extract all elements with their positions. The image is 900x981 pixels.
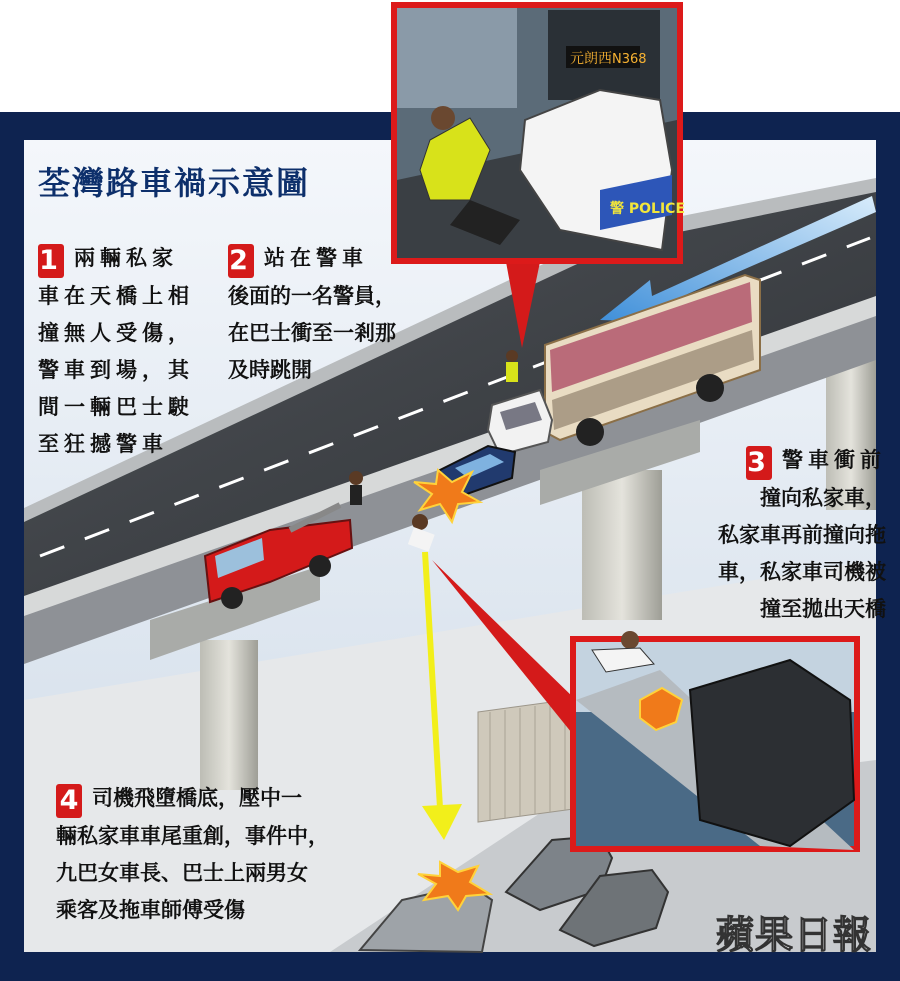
step-4 [56,780,396,929]
step-1-line-4: 警車到場，其 [38,358,194,382]
step-2-line-4: 及時跳開 [228,358,312,382]
step-3-number: 3 [747,447,771,478]
step-3-line-5: 撞至拋出天橋 [760,597,886,621]
infographic-title: 荃灣路車禍示意圖 [38,164,311,202]
step-1-line-5: 間一輛巴士駛 [38,395,194,419]
step-4-line-1: 4 司機飛墮橋底，壓中一 [56,780,396,818]
inset-driver-ejected [570,631,860,852]
step-2-line-1: 2 站在警車 [229,245,368,276]
step-1-line-3: 撞無人受傷， [38,321,194,345]
step-4-line-2: 輛私家車車尾重創，事件中， [56,824,329,848]
step-4-line-4: 乘客及拖車師傅受傷 [56,898,245,922]
step-3-line-4: 車，私家車司機被 [718,560,886,584]
step-1 [38,240,208,463]
newspaper-logo: 蘋果日報 [715,913,872,957]
tow-driver-figure [349,471,363,485]
step-1-line-6: 至狂撼警車 [38,432,168,456]
step-3-line-2: 撞向私家車， [760,486,886,510]
pillar-left [200,640,258,790]
step-3-line-3: 私家車再前撞向拖 [718,523,886,547]
police-officer-figure [506,350,518,362]
step-2-number: 2 [229,245,253,276]
pillar-middle [582,470,662,620]
step-1-line-2: 車在天橋上相 [38,284,194,308]
step-3 [666,442,886,628]
step-1-number: 1 [39,245,63,276]
step-3-line-1: 3 警車衝前 [747,447,886,478]
step-1-line-1: 1 兩輛私家 [39,245,178,276]
step-4-line-3: 九巴女車長、巴士上兩男女 [56,861,308,885]
step-4-number: 4 [56,784,82,818]
bus-route-sign: N368 [612,52,647,67]
step-2 [228,240,448,389]
step-2-line-2: 後面的一名警員， [228,284,396,308]
inset-officer-jumping [391,2,685,264]
police-car-label: 警 POLICE [610,201,686,217]
step-2-line-3: 在巴士衝至一剎那 [228,321,396,345]
bus-destination-sign: 元朗西 [570,51,612,67]
